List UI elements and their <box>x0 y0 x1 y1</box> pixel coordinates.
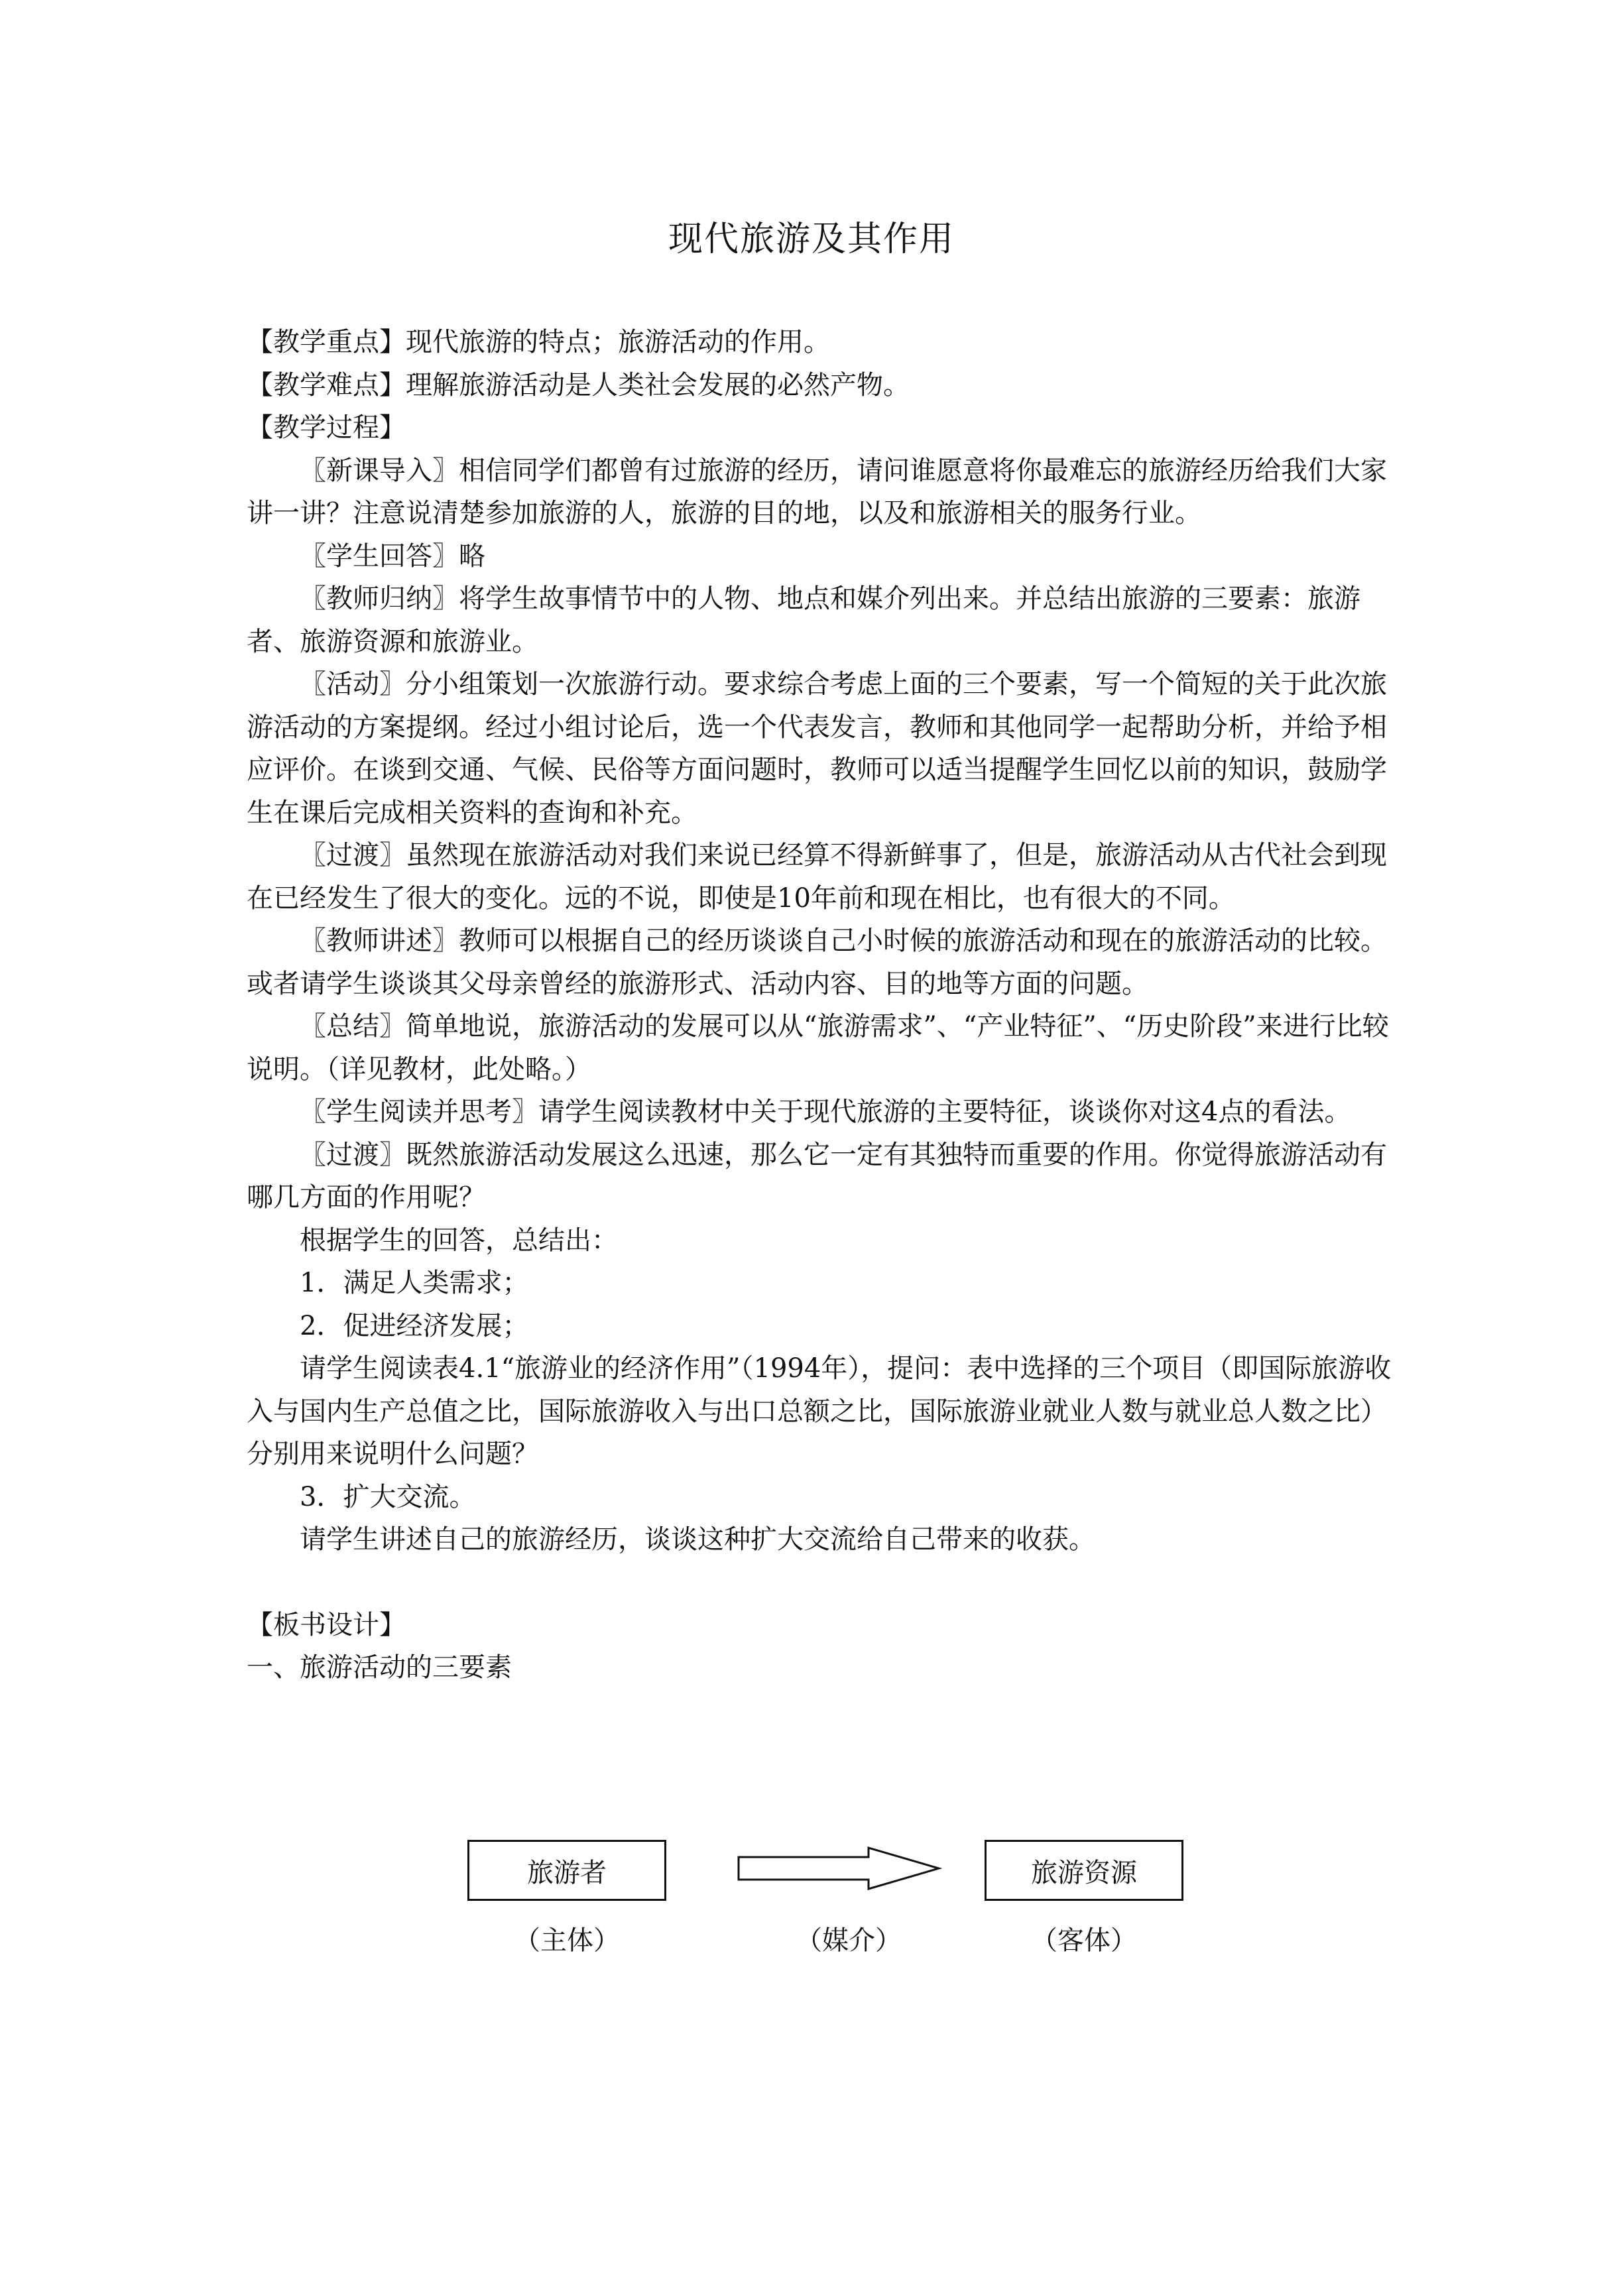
paragraph-conclusion: 〖总结〗简单地说，旅游活动的发展可以从“旅游需求”、“产业特征”、“历史阶段”来进行比较说明。（详见教材，此处略。） <box>247 1011 1389 1085</box>
tourism-resource-box: 旅游资源 <box>985 1840 1183 1901</box>
paragraph-reading-thinking: 〖学生阅读并思考〗请学生阅读教材中关于现代旅游的主要特征，谈谈你对这4点的看法。 <box>300 1097 1351 1127</box>
list-item-2: 2．促进经济发展； <box>300 1310 529 1341</box>
paragraph-table-question: 请学生阅读表4.1“旅游业的经济作用”（1994年），提问：表中选择的三个项目（即国际旅游收入与国内生产总值之比，国际旅游收入与出口总额之比，国际旅游业就业人数与就业总人数之比）分别用来说明什么问题？ <box>247 1353 1392 1469</box>
medium-caption: （媒介） <box>796 1925 902 1956</box>
paragraph-intro: 〖新课导入〗相信同学们都曾有过旅游的经历，请问谁愿意将你最难忘的旅游经历给我们大家讲一讲？注意说清楚参加旅游的人，旅游的目的地，以及和旅游相关的服务行业。 <box>247 455 1387 528</box>
paragraph-teacher-summary: 〖教师归纳〗将学生故事情节中的人物、地点和媒介列出来。并总结出旅游的三要素：旅游者、旅游资源和旅游业。 <box>247 583 1360 657</box>
difficult-points: 【教学难点】理解旅游活动是人类社会发展的必然产物。 <box>247 369 910 400</box>
paragraph-student-answer: 〖学生回答〗略 <box>300 540 485 572</box>
board-design-heading: 【板书设计】 <box>247 1609 406 1640</box>
subject-caption: （主体） <box>514 1925 620 1956</box>
board-section-1: 一、旅游活动的三要素 <box>247 1652 512 1683</box>
list-item-1: 1．满足人类需求； <box>300 1268 529 1298</box>
paragraph-transition-1: 〖过渡〗虽然现在旅游活动对我们来说已经算不得新鲜事了，但是，旅游活动从古代社会到现在已经发生了很大的变化。远的不说，即使是10年前和现在相比，也有很大的不同。 <box>247 840 1387 914</box>
key-points: 【教学重点】现代旅游的特点；旅游活动的作用。 <box>247 327 830 357</box>
teaching-process-heading: 【教学过程】 <box>247 412 406 443</box>
paragraph-exchange: 请学生讲述自己的旅游经历，谈谈这种扩大交流给自己带来的收获。 <box>300 1524 1095 1555</box>
paragraph-teacher-lecture: 〖教师讲述〗教师可以根据自己的经历谈谈自己小时候的旅游活动和现在的旅游活动的比较。或者请学生谈谈其父母亲曾经的旅游形式、活动内容、目的地等方面的问题。 <box>247 926 1387 999</box>
paragraph-summary-intro: 根据学生的回答，总结出： <box>300 1225 618 1256</box>
paragraph-transition-2: 〖过渡〗既然旅游活动发展这么迅速，那么它一定有其独特而重要的作用。你觉得旅游活动有哪几方面的作用呢？ <box>247 1139 1387 1213</box>
object-caption: （客体） <box>1031 1925 1137 1956</box>
document-title: 现代旅游及其作用 <box>668 219 955 259</box>
right-arrow-icon <box>736 1845 948 1892</box>
document-body <box>247 321 1395 1689</box>
list-item-3: 3．扩大交流。 <box>300 1481 476 1512</box>
paragraph-activity: 〖活动〗分小组策划一次旅游行动。要求综合考虑上面的三个要素，写一个简短的关于此次旅游活动的方案提纲。经过小组讨论后，选一个代表发言，教师和其他同学一起帮助分析，并给予相应评价。在谈到交通、气候、民俗等方面问题时，教师可以适当提醒学生回忆以前的知识，鼓励学生在课后完成相关资料的查询和补充。 <box>247 669 1387 828</box>
tourist-box: 旅游者 <box>467 1840 666 1901</box>
three-elements-diagram <box>0 1840 1623 1972</box>
